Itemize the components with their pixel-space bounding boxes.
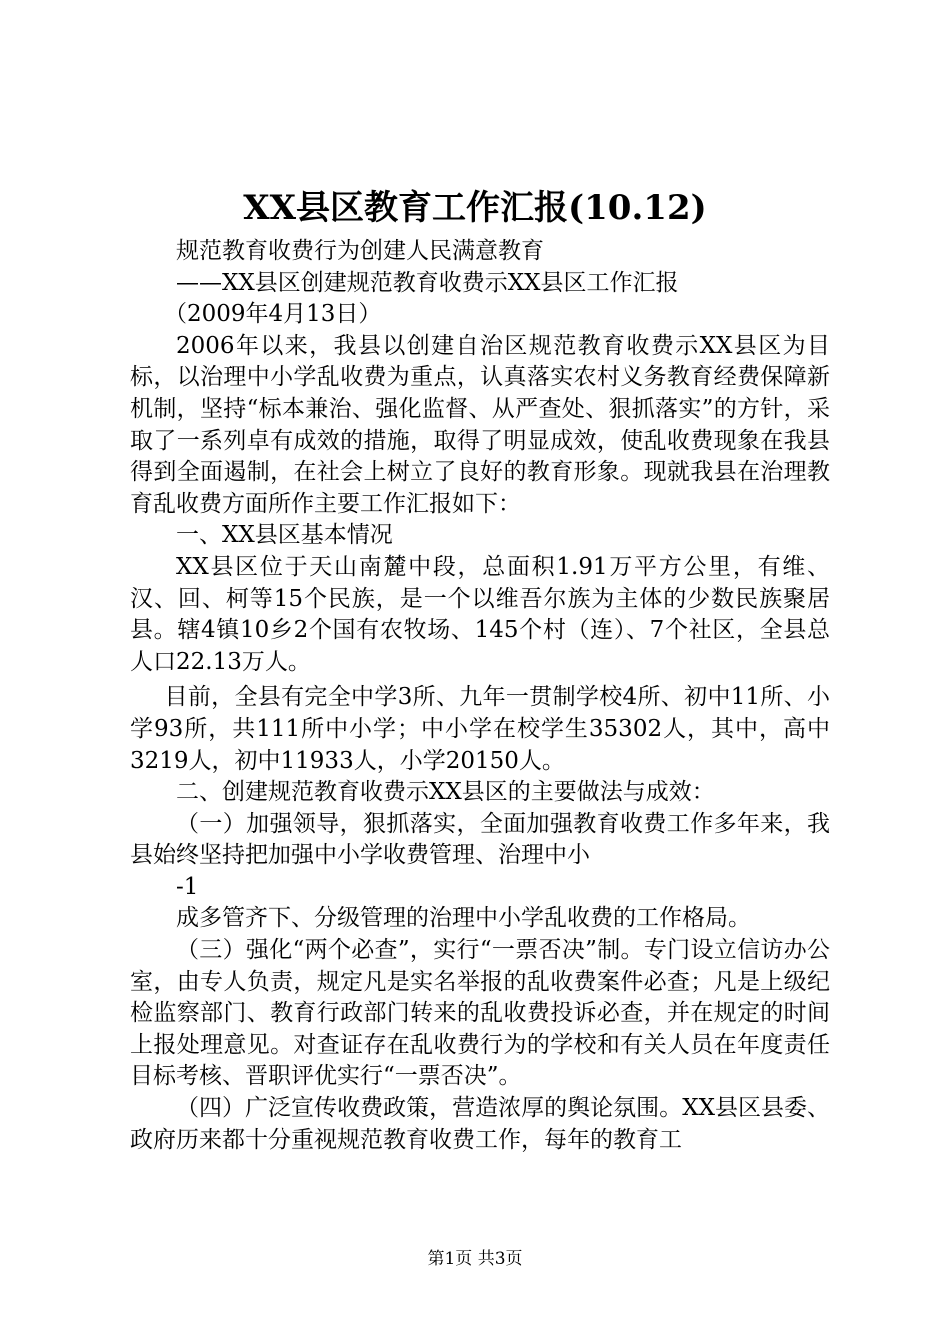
paragraph-item-4: （四）广泛宣传收费政策，营造浓厚的舆论氛围。XX县区县委、政府历来都十分重视规范教育收费工作，每年的教育工 [130,1095,830,1153]
document-body [130,236,830,1156]
paragraph-item-3: （三）强化“两个必查”，实行“一票否决”制。专门设立信访办公室，由专人负责，规定凡是实名举报的乱收费案件必查；凡是上级纪检监察部门、教育行政部门转来的乱收费投诉必查，并在规定的时间上报处理意见。对查证存在乱收费行为的学校和有关人员在年度责任目标考核、晋职评优实行“一票否决”。 [130,937,830,1090]
paragraph-item-1: （一）加强领导，狠抓落实，全面加强教育收费工作多年来，我县始终坚持把加强中小学收费管理、治理中小 [130,810,830,869]
page-marker: -1 [176,873,199,900]
page-footer: 第1页 共3页 [427,1249,523,1269]
paragraph-basic-info: XX县区位于天山南麓中段，总面积1.91万平方公里，有维、汉、回、柯等15个民族，是一个以维吾尔族为主体的少数民族聚居县。辖4镇10乡2个国有农牧场、145个村（连）、7个社区，全县总人口22.13万人。 [130,553,830,675]
report-date: （2009年4月13日） [164,301,382,328]
paragraph-schools: 目前，全县有完全中学3所、九年一贯制学校4所、初中11所、小学93所，共111所中小学；中小学在校学生35302人，其中，高中3219人，初中11933人，小学20150人。 [130,684,830,774]
section-heading-1: 一、XX县区基本情况 [176,522,393,549]
section-heading-2: 二、创建规范教育收费示XX县区的主要做法与成效： [176,779,715,806]
subtitle-secondary: ——XX县区创建规范教育收费示XX县区工作汇报 [176,269,679,296]
document-title: XX县区教育工作汇报(10.12) [243,188,707,228]
subtitle: 规范教育收费行为创建人民满意教育 [176,238,544,264]
paragraph-continuation: 成多管齐下、分级管理的治理中小学乱收费的工作格局。 [176,905,751,932]
paragraph-intro: 2006年以来，我县以创建自治区规范教育收费示XX县区为目标，以治理中小学乱收费为重点，认真落实农村义务教育经费保障新机制，坚持“标本兼治、强化监督、从严查处、狠抓落实”的方针，采取了一系列卓有成效的措施，取得了明显成效，使乱收费现象在我县得到全面遏制，在社会上树立了良好的教育形象。现就我县在治理教育乱收费方面所作主要工作汇报如下： [130,332,830,517]
